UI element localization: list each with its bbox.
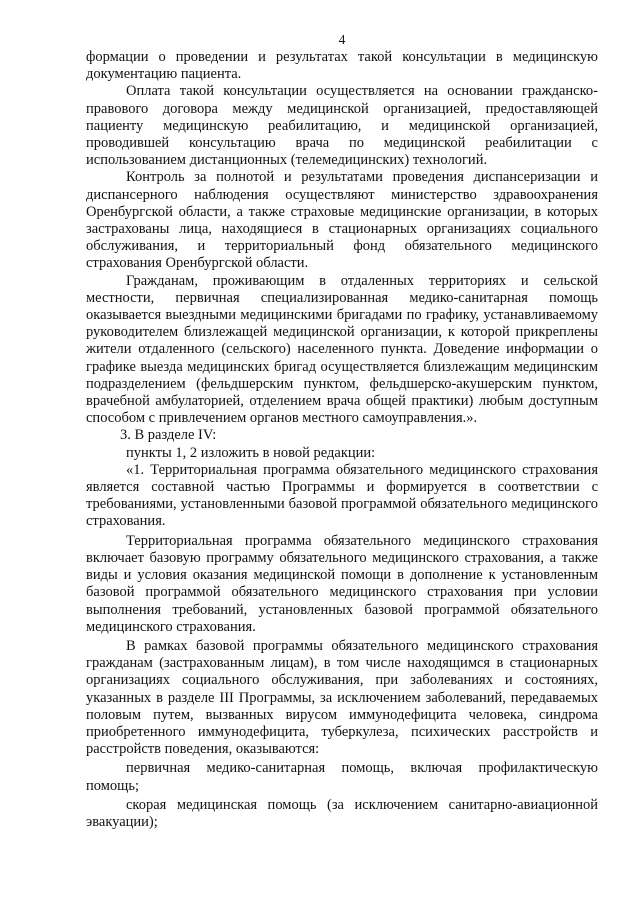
paragraph-territorial-program: Территориальная программа обязательного медицинского страхования включает базовую программу обязательного медицинского страхования, а также виды и условия оказания медицинской помощи в дополнение к установленным базовой программой обязательного медицинского страхования при условии выполнения требований, установленных базовой программой обязательного медицинского страхования.	[86, 532, 598, 635]
paragraph-emergency-care: скорая медицинская помощь (за исключением санитарно-авиационной эвакуации);	[86, 796, 598, 830]
paragraph-continuation: формации о проведении и результатах такой консультации в медицинскую документацию пациента.	[86, 49, 598, 83]
paragraph-items-new-edition: пункты 1, 2 изложить в новой редакции:	[126, 444, 376, 461]
paragraph-consultation-payment: Оплата такой консультации осуществляется на основании гражданско-правового договора между медицинской организацией, предоставляющей пациенту медицинскую реабилитацию, и медицинской организацией, проводившей консультацию врача по медицинской реабилитации с использованием дистанционных (телемедицинских) технологий.	[86, 83, 598, 169]
paragraph-basic-program-scope: В рамках базовой программы обязательного медицинского страхования гражданам (застрахованным лицам), в том числе находящимся в стационарных организациях социального обслуживания, при заболеваниях и состояниях, указанных в разделе III Программы, за исключением заболеваний, передаваемых половым путем, вызванных вирусом иммунодефицита человека, синдрома приобретенного иммунодефицита, туберкулеза, психических расстройств и расстройств поведения, оказываются:	[86, 637, 598, 758]
paragraph-control: Контроль за полнотой и результатами проведения диспансеризации и диспансерного наблюдения осуществляют министерство здравоохранения Оренбургской области, а также страховые медицинские организации, в которых застрахованы лица, находящиеся в стационарных организациях социального обслуживания, и территориальный фонд обязательного медицинского страхования Оренбургской области.	[86, 169, 598, 272]
page-number: 4	[338, 32, 346, 47]
document-body	[86, 49, 598, 831]
paragraph-section-iv: 3. В разделе IV:	[120, 427, 217, 444]
paragraph-remote-territories: Гражданам, проживающим в отдаленных территориях и сельской местности, первичная специализированная медико-санитарная помощь оказывается выездными медицинскими бригадами по графику, устанавливаемому руководителем близлежащей медицинской организации, к которой прикреплены жители отдаленного (сельского) населенного пункта. Доведение информации о графике выезда медицинских бригад осуществляется близлежащим медицинским подразделением (фельдшерским пунктом, фельдшерско-акушерским пунктом, врачебной амбулаторией, отделением врача общей практики) любым доступным способом с привлечением органов местного самоуправления.».	[86, 272, 598, 427]
paragraph-item-1: «1. Территориальная программа обязательного медицинского страхования является составной частью Программы и формируется в соответствии с требованиями, установленными базовой программой обязательного медицинского страхования.	[86, 461, 598, 530]
paragraph-primary-care: первичная медико-санитарная помощь, включая профилактическую помощь;	[86, 760, 598, 794]
